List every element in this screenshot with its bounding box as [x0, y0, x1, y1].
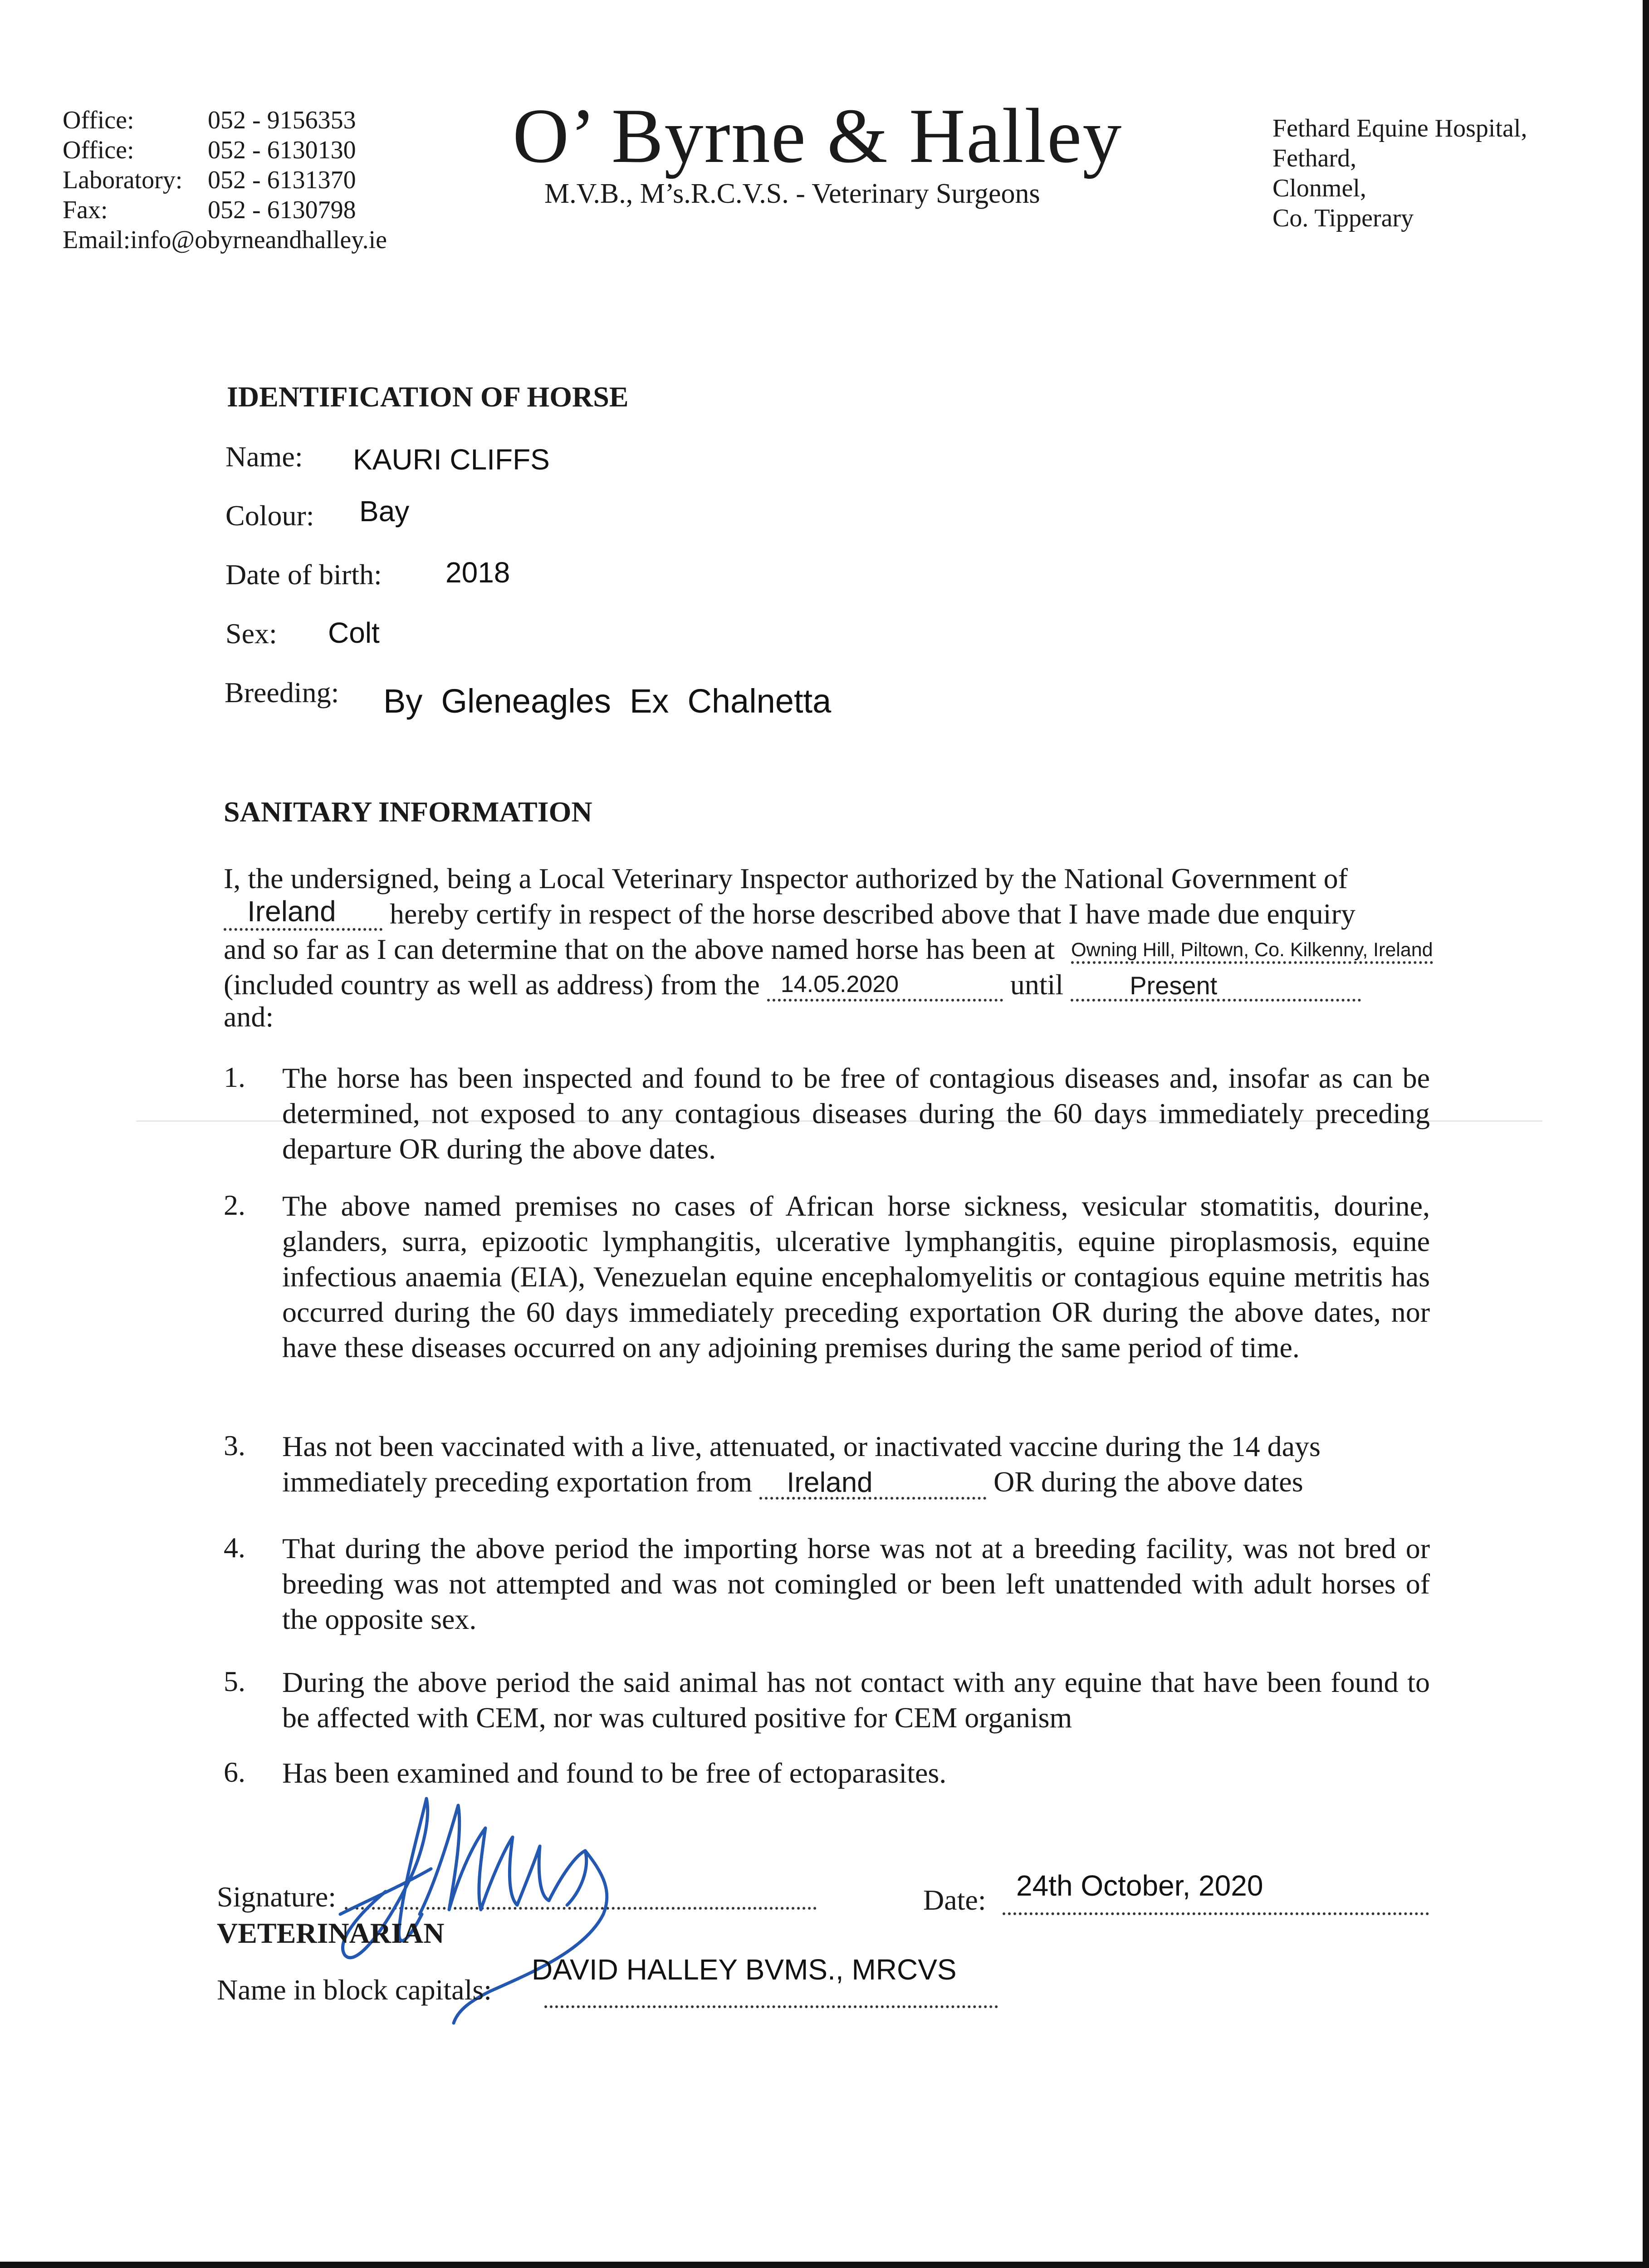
firm-tagline: M.V.B., M’s.R.C.V.S. - Veterinary Surgeons — [544, 178, 1040, 209]
address-line-2: Fethard, — [1272, 144, 1357, 172]
colour-label: Colour: — [225, 499, 314, 532]
identification-heading: IDENTIFICATION OF HORSE — [227, 381, 629, 413]
sanitary-line-2: Ireland hereby certify in respect of the horse described above that I have made due enquiry — [224, 897, 1355, 931]
contact-office-2: Office: 052 - 6130130 — [63, 136, 356, 164]
breeding-value: By Gleneagles Ex Chalnetta — [383, 682, 832, 720]
export-country-fill-field — [759, 1467, 986, 1500]
contact-laboratory: Laboratory: 052 - 6131370 — [63, 166, 356, 194]
item-text: The above named premises no cases of African horse sickness, vesicular stomatitis, dourine, glanders, surra, epizootic lymphangitis, ulcerative lymphangitis, equine piroplasmosis, equine infectious anaemia (EIA), Venezuelan equine encephalomyelitis or contagious equine metritis has occurred during the 60 days immediately preceding exportation OR during the above dates, nor have these diseases occurred on any adjoining premises during the same period of time. — [282, 1190, 1430, 1364]
export-country-value: Ireland — [787, 1467, 873, 1498]
item-text: Has not been vaccinated with a live, attenuated, or inactivated vaccine during the 14 days immediately preceding exportation from Ireland OR during the above dates — [282, 1429, 1430, 1500]
sanitary-line-3: and so far as I can determine that on the above named horse has been at Owning Hill, Piltown, Co. Kilkenny, Ireland — [224, 933, 1433, 965]
item-number: 5. — [224, 1665, 245, 1697]
item-text: During the above period the said animal has not contact with any equine that have been found to be affected with CEM, nor was cultured positive for CEM organism — [282, 1666, 1430, 1734]
horse-name-value: KAURI CLIFFS — [353, 443, 550, 476]
signature-label: Signature: — [217, 1881, 337, 1913]
item-text: Has been examined and found to be free of ectoparasites. — [282, 1757, 947, 1789]
address-line-4: Co. Tipperary — [1272, 204, 1414, 232]
breeding-label: Breeding: — [225, 676, 339, 709]
from-date-fill-field — [767, 973, 1003, 1002]
contact-fax: Fax: 052 - 6130798 — [63, 196, 356, 224]
contact-email: Email:info@obyrneandhalley.ie — [63, 226, 387, 254]
scan-edge-right — [1643, 0, 1649, 2268]
until-fill-field — [1071, 973, 1361, 1002]
sex-label: Sex: — [225, 617, 277, 650]
sanitary-heading: SANITARY INFORMATION — [224, 796, 592, 828]
firm-name: O’ Byrne & Halley — [513, 93, 1123, 179]
block-capitals-label: Name in block capitals: — [217, 1974, 492, 2006]
item-text: That during the above period the importing horse was not at a breeding facility, was not bred or breeding was not attempted and was not comingled or been left unattended with adult horses of the opposite sex. — [282, 1532, 1430, 1635]
until-value: Present — [1130, 971, 1218, 1000]
veterinarian-role: VETERINARIAN — [217, 1917, 445, 1949]
country-value: Ireland — [247, 895, 336, 928]
item-number: 1. — [224, 1061, 245, 1093]
address-line-1: Fethard Equine Hospital, — [1272, 114, 1527, 142]
item-number: 3. — [224, 1429, 245, 1461]
sanitary-line-1: I, the undersigned, being a Local Veterinary Inspector authorized by the National Government of — [224, 862, 1348, 894]
premises-address-value: Owning Hill, Piltown, Co. Kilkenny, Ireland — [1071, 939, 1433, 964]
vet-name-value: DAVID HALLEY BVMS., MRCVS — [532, 1953, 957, 1986]
from-date-value: 14.05.2020 — [780, 971, 899, 997]
address-line-3: Clonmel, — [1272, 174, 1366, 202]
contact-office-1: Office: 052 - 9156353 — [63, 106, 356, 134]
signature-date-value: 24th October, 2020 — [1016, 1869, 1263, 1902]
name-label: Name: — [225, 440, 303, 473]
item-number: 2. — [224, 1189, 245, 1221]
item-number: 4. — [224, 1531, 245, 1564]
item-text: The horse has been inspected and found to be free of contagious diseases and, insofar as can be determined, not exposed to any contagious diseases during the 60 days immediately preceding departure OR during the above dates. — [282, 1062, 1430, 1165]
colour-value: Bay — [359, 495, 410, 528]
country-fill-field — [224, 895, 382, 931]
sanitary-line-5: and: — [224, 1001, 274, 1033]
dob-label: Date of birth: — [225, 558, 382, 591]
sex-value: Colt — [328, 616, 380, 649]
date-label: Date: — [923, 1884, 986, 1916]
sanitary-line-4: (included country as well as address) from the 14.05.2020 until Present — [224, 968, 1361, 1002]
item-number: 6. — [224, 1756, 245, 1788]
dob-value: 2018 — [445, 556, 510, 589]
scan-edge-bottom — [0, 2262, 1649, 2268]
